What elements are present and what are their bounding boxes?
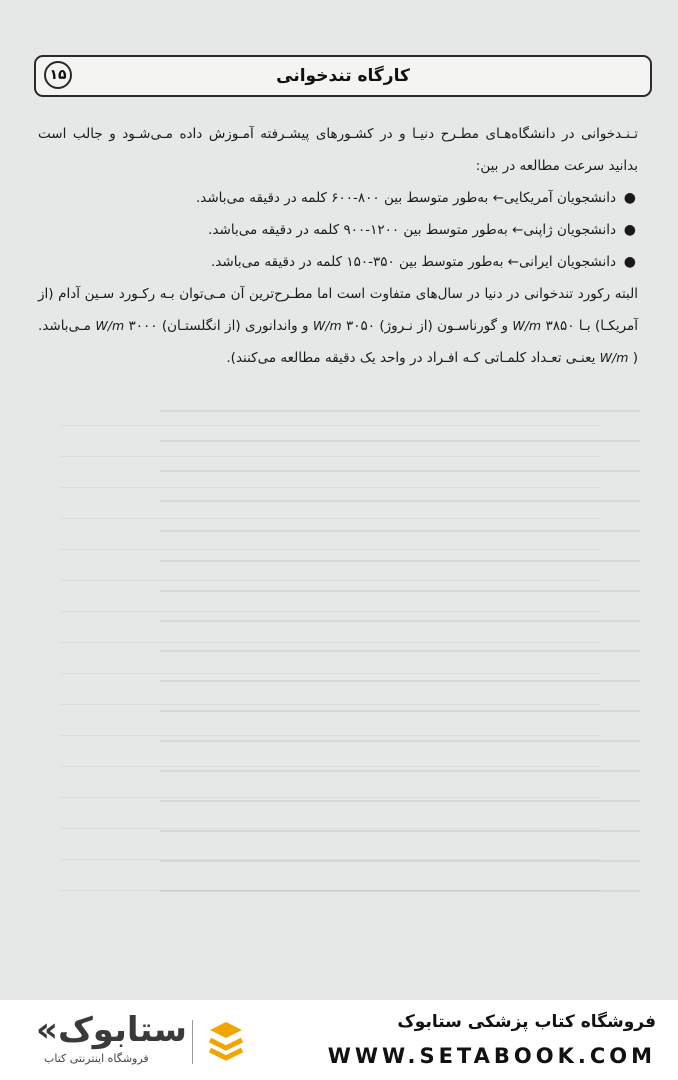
records-paragraph bbox=[38, 278, 638, 374]
store-name: فروشگاه کتاب پزشکی ستابوک bbox=[397, 1012, 656, 1032]
logo-subtitle: فروشگاه اینترنتی کتاب bbox=[44, 1052, 149, 1065]
chapter-header bbox=[34, 55, 652, 97]
page-number: ۱۵ bbox=[44, 61, 72, 89]
store-logo[interactable] bbox=[20, 1010, 250, 1072]
records-text: البته رکورد تندخوانی در دنیا در سال‌های متفاوت است اما مطـرح‌ترین آن مـی‌توان بـه رکـورد سـین آدام (از آمریکـا) بـا ۳۸۵۰ bbox=[38, 286, 639, 334]
records-text: مـی‌باشد. ( bbox=[38, 318, 638, 366]
store-url-link[interactable]: WWW.SETABOOK.COM bbox=[327, 1044, 656, 1068]
records-text: یعنـی تعـداد کلمـاتی کـه افـراد در واحد یک دقیقه مطالعه می‌کنند). bbox=[226, 350, 596, 366]
book-stack-icon bbox=[206, 1018, 246, 1064]
unit-label: W/m bbox=[312, 318, 342, 333]
list-item-text: دانشجویان آمریکایی← به‌طور متوسط بین ۸۰۰-۶۰۰ کلمه در دقیقه می‌باشد. bbox=[195, 190, 616, 206]
list-item bbox=[38, 214, 636, 246]
chapter-title: کارگاه تندخوانی bbox=[276, 66, 410, 86]
logo-wordmark: «ستابوک bbox=[36, 1010, 187, 1050]
unit-label: W/m bbox=[95, 318, 125, 333]
list-item-text: دانشجویان ایرانی← به‌طور متوسط بین ۳۵۰-۱۵۰ کلمه در دقیقه می‌باشد. bbox=[211, 254, 616, 270]
records-text: و گورناسـون (از نـروژ) ۳۰۵۰ bbox=[346, 318, 508, 334]
list-item-text: دانشجویان ژاپنی← به‌طور متوسط بین ۱۲۰۰-۹۰۰ کلمه در دقیقه می‌باشد. bbox=[208, 222, 616, 238]
page-body bbox=[38, 118, 638, 374]
bullet-icon: ● bbox=[623, 190, 636, 206]
bullet-icon: ● bbox=[623, 254, 636, 270]
unit-label: W/m bbox=[599, 350, 629, 365]
intro-paragraph: تـنـدخوانی در دانشگاه‌هـای مطـرح دنیـا و در کشـورهای پیشـرفته آمـوزش داده مـی‌شـود و جالب است بدانید سرعت مطالعه در بین: bbox=[38, 126, 638, 174]
records-text: و واندانوری (از انگلستـان) ۳۰۰۰ bbox=[128, 318, 309, 334]
list-item bbox=[38, 182, 636, 214]
logo-divider bbox=[192, 1020, 193, 1064]
list-item bbox=[38, 246, 636, 278]
store-footer bbox=[0, 1000, 678, 1080]
bleed-through-lines-2 bbox=[60, 425, 600, 895]
bullet-icon: ● bbox=[623, 222, 636, 238]
reading-speed-list bbox=[38, 182, 638, 278]
unit-label: W/m bbox=[512, 318, 542, 333]
